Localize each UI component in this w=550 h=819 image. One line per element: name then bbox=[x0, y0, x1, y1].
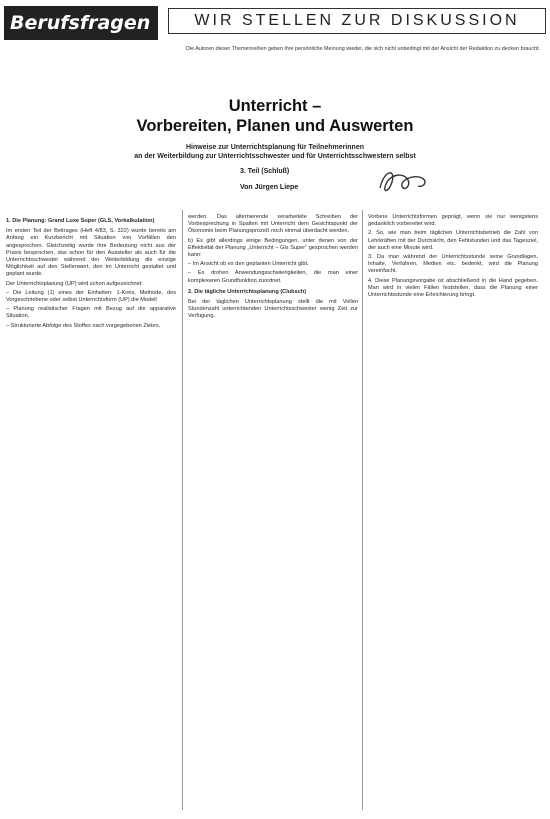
list-item: – Es drohen Anwendungsschwierigkeiten, die man einer komplexeren Grundfunktion zuordnet. bbox=[188, 270, 358, 284]
list-item: 4. Diese Planungsvorgabe ist abschließend in die Hand gegeben. Man wird in vielen Fällen feststellen, dass die Planung einer Unterrichtsstunde eine Erleichterung bringt. bbox=[368, 277, 538, 299]
paragraph: Der Unterrichtsplanung (UP) wird schon aufgezeichnet: bbox=[6, 280, 143, 287]
paragraph: Im ersten Teil der Beitrages (Heft 4/83, S. 322) wurde bereits am Anfang ein Kurzbericht mit Situation von Vorfällen den angesprochen. Gleichzeitig wurde ihre Bedeutung nicht aus der Praxis besprochen, das schon für den Aussteller als auch für die Unterrichtsschwester während der Weiterbildung die einzige Möglichkeit auf den Stellenwert, den im Unterricht gestaltet und geplant wurde. bbox=[6, 228, 176, 278]
article-subtitle bbox=[40, 143, 510, 161]
list-item: – Im Ansicht ob es den geplanten Unterricht gibt. bbox=[188, 261, 309, 268]
article-author: Von Jürgen Liepe bbox=[240, 184, 299, 191]
list-item: – Strukturierte Abfolge des Stoffes nach vorgegebenen Zielen. bbox=[6, 322, 161, 329]
editorial-note: Die Autoren dieser Themenreihen geben ihre persönliche Meinung wieder, die sich nicht unbedingt mit der Ansicht der Redaktion zu decken braucht. bbox=[186, 46, 541, 52]
title-line-1: Unterricht – bbox=[228, 97, 322, 115]
list-item: 3. Da man während der Unterrichtsstunde seine Grundlagen, Inhalte, Verfahren, Medien etc. bedenkt, wird die Planung vereinfacht. bbox=[368, 254, 538, 275]
column-right bbox=[368, 214, 538, 301]
paragraph: Bei der täglichen Unterrichtsplanung stellt die mit Vollen Stundenzahl unterrichtenden Unterrichtsschwester wenig Zeit zur Verfügung. bbox=[188, 299, 358, 320]
subtitle-line-1: Hinweise zur Unterrichtsplanung für Teilnehmerinnen bbox=[185, 144, 364, 151]
column-left bbox=[6, 214, 176, 332]
title-line-2: Vorbereiten, Planen und Auswerten bbox=[136, 117, 414, 135]
paragraph: b) Es gibt allerdings einige Bedingungen, unter denen von der Effektivität der Planung „Unterricht – Gls Super“ gesprochen werden kann: bbox=[188, 237, 358, 259]
paragraph: werden. Das alternierende verarbeitete Schreiben der Vorbesprechung in Spalten mit Unterricht dem Gesichtspunkt der Ökonomie beim Planungsprozeß noch einmal überdacht werden. bbox=[188, 214, 358, 235]
article-title bbox=[0, 96, 550, 136]
subtitle-line-2: an der Weiterbildung zur Unterrichtsschwester und für Unterrichtsschwestern selbst bbox=[134, 153, 416, 160]
section-brand: Berufsfragen bbox=[4, 6, 158, 40]
column-middle bbox=[188, 214, 358, 323]
list-item: – Die Leitung (1) eines der Einheiten: 1-Kreis, Methode, des Vorgeschriebene oder selbst Unterrichtsform (UP) die Modell bbox=[6, 289, 176, 304]
page-header bbox=[0, 0, 550, 44]
article-part: 3. Teil (Schluß) bbox=[240, 168, 290, 175]
list-item: 2. So, wie man beim täglichen Unterrichtsbetrieb die Zahl von Lehrkräften mit der Durchsicht, den Fehlstunden und das Tagesziel, der auch eine Minute wird. bbox=[368, 230, 538, 251]
list-item: – Planung realistischer Fragen mit Bezug auf die apparative Situation. bbox=[6, 306, 176, 320]
paragraph: Vorbere Unterrichtsformen geprägt, wenn sie nur wenigstens gedanklich vorbereitet wird. bbox=[368, 214, 538, 228]
section-heading: 1. Die Planung: Grand Luxe Super (GLS, Vorkalkulation) bbox=[6, 218, 155, 224]
section-heading: 2. Die tägliche Unterrichtsplanung (Clubsch) bbox=[188, 288, 307, 295]
discussion-banner: WIR STELLEN ZUR DISKUSSION bbox=[168, 8, 546, 34]
signature-icon bbox=[374, 164, 434, 198]
column-divider-left bbox=[182, 210, 183, 810]
column-divider-right bbox=[362, 210, 363, 810]
